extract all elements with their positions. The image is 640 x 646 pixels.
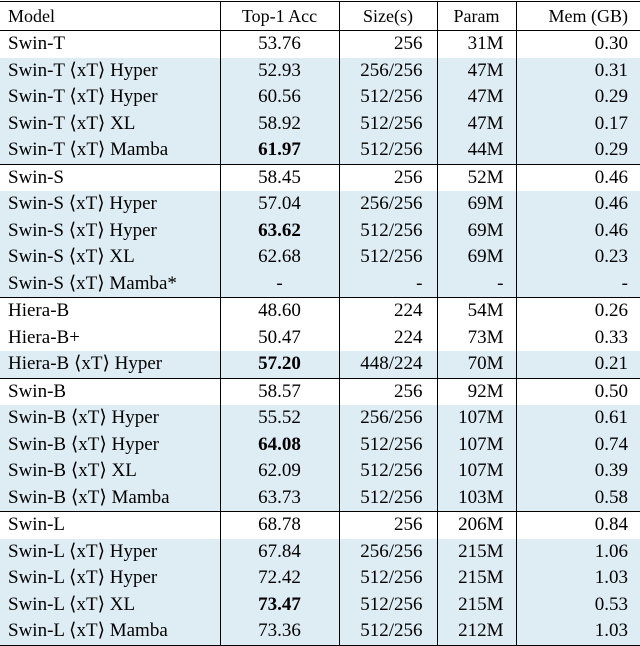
mem-cell: 0.26 (516, 298, 640, 325)
model-cell: Swin-T ⟨xT⟩ Hyper (0, 58, 220, 85)
mem-cell: - (516, 271, 640, 298)
param-cell: 54M (437, 298, 516, 325)
table-row (0, 485, 640, 512)
top1-acc-cell: 60.56 (220, 84, 339, 111)
param-cell: - (437, 271, 516, 298)
size-cell: 512/256 (339, 618, 437, 645)
mem-cell: 0.61 (516, 405, 640, 432)
table-row (0, 325, 640, 352)
model-cell: Swin-B ⟨xT⟩ Hyper (0, 405, 220, 432)
table-row (0, 31, 640, 58)
table-row (0, 405, 640, 432)
param-cell: 73M (437, 325, 516, 352)
table-row (0, 432, 640, 459)
table-row (0, 137, 640, 164)
top1-acc-cell: 63.62 (220, 218, 339, 245)
top1-acc-cell: 53.76 (220, 31, 339, 58)
model-cell: Swin-B ⟨xT⟩ XL (0, 458, 220, 485)
mem-cell: 0.74 (516, 432, 640, 459)
table-row (0, 512, 640, 539)
table-row (0, 378, 640, 405)
top1-acc-cell: 58.57 (220, 378, 339, 405)
mem-cell: 0.17 (516, 111, 640, 138)
model-cell: Swin-L ⟨xT⟩ XL (0, 592, 220, 619)
model-cell: Swin-S ⟨xT⟩ Mamba* (0, 271, 220, 298)
top1-acc-cell: 48.60 (220, 298, 339, 325)
size-cell: 256/256 (339, 191, 437, 218)
size-cell: 224 (339, 298, 437, 325)
model-cell: Hiera-B (8, 300, 70, 322)
mem-cell: 0.46 (516, 164, 640, 191)
param-cell: 107M (437, 405, 516, 432)
size-cell: 256 (339, 512, 437, 539)
top1-acc-cell: 57.04 (220, 191, 339, 218)
param-cell: 52M (437, 164, 516, 191)
param-cell: 107M (437, 458, 516, 485)
model-cell: Swin-L ⟨xT⟩ Mamba (0, 618, 220, 645)
table-row (0, 244, 640, 271)
results-table (0, 1, 640, 646)
top1-acc-cell: 62.68 (220, 244, 339, 271)
top1-acc-cell: 62.09 (220, 458, 339, 485)
table-row (0, 458, 640, 485)
model-cell: Swin-T (8, 33, 65, 55)
mem-cell: 1.06 (516, 539, 640, 566)
table-row (0, 618, 640, 645)
mem-cell: 0.29 (516, 137, 640, 164)
mem-cell: 0.33 (516, 325, 640, 352)
table-row (0, 539, 640, 566)
param-cell: 44M (437, 137, 516, 164)
param-cell: 47M (437, 58, 516, 85)
table-row (0, 58, 640, 85)
model-cell: Swin-B (8, 380, 67, 402)
mem-cell: 0.53 (516, 592, 640, 619)
mem-cell: 1.03 (516, 618, 640, 645)
top1-acc-cell: 50.47 (220, 325, 339, 352)
header-row (0, 2, 640, 31)
size-cell: 512/256 (339, 432, 437, 459)
model-cell: Swin-T ⟨xT⟩ Hyper (0, 84, 220, 111)
size-cell: 256 (339, 378, 437, 405)
model-cell: Swin-T ⟨xT⟩ XL (0, 111, 220, 138)
param-cell: 215M (437, 592, 516, 619)
table-row (0, 164, 640, 191)
column-header-model: Model (8, 6, 55, 26)
top1-acc-cell: 55.52 (220, 405, 339, 432)
size-cell: 256 (339, 164, 437, 191)
param-cell: 215M (437, 539, 516, 566)
table-row (0, 565, 640, 592)
top1-acc-cell: 52.93 (220, 58, 339, 85)
mem-cell: 0.39 (516, 458, 640, 485)
top1-acc-cell: 73.36 (220, 618, 339, 645)
size-cell: 512/256 (339, 565, 437, 592)
size-cell: 224 (339, 325, 437, 352)
size-cell: 512/256 (339, 458, 437, 485)
mem-cell: 0.30 (516, 31, 640, 58)
mem-cell: 1.03 (516, 565, 640, 592)
param-cell: 69M (437, 191, 516, 218)
param-cell: 47M (437, 84, 516, 111)
column-header-size: Size(s) (339, 2, 437, 31)
table-row (0, 191, 640, 218)
param-cell: 70M (437, 351, 516, 378)
top1-acc-cell: 67.84 (220, 539, 339, 566)
size-cell: 512/256 (339, 218, 437, 245)
model-cell: Swin-B ⟨xT⟩ Mamba (0, 485, 220, 512)
param-cell: 215M (437, 565, 516, 592)
param-cell: 206M (437, 512, 516, 539)
model-cell: Swin-L (8, 514, 65, 536)
table-body (0, 31, 640, 646)
top1-acc-cell: 73.47 (220, 592, 339, 619)
mem-cell: 0.29 (516, 84, 640, 111)
mem-cell: 0.58 (516, 485, 640, 512)
size-cell: 512/256 (339, 244, 437, 271)
model-cell: Hiera-B+ (8, 326, 80, 348)
table-row (0, 298, 640, 325)
table-row (0, 351, 640, 378)
model-cell: Swin-S ⟨xT⟩ Hyper (0, 191, 220, 218)
size-cell: 256/256 (339, 539, 437, 566)
size-cell: 256/256 (339, 58, 437, 85)
table-row (0, 271, 640, 298)
top1-acc-cell: 58.92 (220, 111, 339, 138)
mem-cell: 0.46 (516, 218, 640, 245)
size-cell: 512/256 (339, 137, 437, 164)
size-cell: 512/256 (339, 84, 437, 111)
model-cell: Swin-S ⟨xT⟩ Hyper (0, 218, 220, 245)
model-cell: Swin-L ⟨xT⟩ Hyper (0, 539, 220, 566)
top1-acc-cell: 58.45 (220, 164, 339, 191)
top1-acc-cell: 63.73 (220, 485, 339, 512)
table-row (0, 218, 640, 245)
param-cell: 212M (437, 618, 516, 645)
size-cell: 512/256 (339, 485, 437, 512)
table-header (0, 2, 640, 31)
top1-acc-cell: 57.20 (220, 351, 339, 378)
table-row (0, 84, 640, 111)
top1-acc-cell: 72.42 (220, 565, 339, 592)
model-cell: Swin-S (8, 166, 64, 188)
column-header-mem: Mem (GB) (516, 2, 640, 31)
size-cell: 512/256 (339, 592, 437, 619)
mem-cell: 0.31 (516, 58, 640, 85)
param-cell: 92M (437, 378, 516, 405)
mem-cell: 0.84 (516, 512, 640, 539)
top1-acc-cell: 61.97 (220, 137, 339, 164)
param-cell: 107M (437, 432, 516, 459)
size-cell: 512/256 (339, 111, 437, 138)
table-row (0, 592, 640, 619)
top1-acc-cell: 64.08 (220, 432, 339, 459)
mem-cell: 0.23 (516, 244, 640, 271)
top1-acc-cell: - (220, 271, 339, 298)
model-cell: Hiera-B ⟨xT⟩ Hyper (0, 351, 220, 378)
column-header-top1-acc: Top-1 Acc (220, 2, 339, 31)
model-cell: Swin-B ⟨xT⟩ Hyper (0, 432, 220, 459)
model-cell: Swin-L ⟨xT⟩ Hyper (0, 565, 220, 592)
table-row (0, 111, 640, 138)
size-cell: 256 (339, 31, 437, 58)
param-cell: 31M (437, 31, 516, 58)
mem-cell: 0.21 (516, 351, 640, 378)
column-header-param: Param (437, 2, 516, 31)
param-cell: 69M (437, 244, 516, 271)
mem-cell: 0.46 (516, 191, 640, 218)
size-cell: 448/224 (339, 351, 437, 378)
param-cell: 103M (437, 485, 516, 512)
size-cell: 256/256 (339, 405, 437, 432)
param-cell: 47M (437, 111, 516, 138)
model-cell: Swin-S ⟨xT⟩ XL (0, 244, 220, 271)
size-cell: - (339, 271, 437, 298)
top1-acc-cell: 68.78 (220, 512, 339, 539)
mem-cell: 0.50 (516, 378, 640, 405)
model-cell: Swin-T ⟨xT⟩ Mamba (0, 137, 220, 164)
param-cell: 69M (437, 218, 516, 245)
